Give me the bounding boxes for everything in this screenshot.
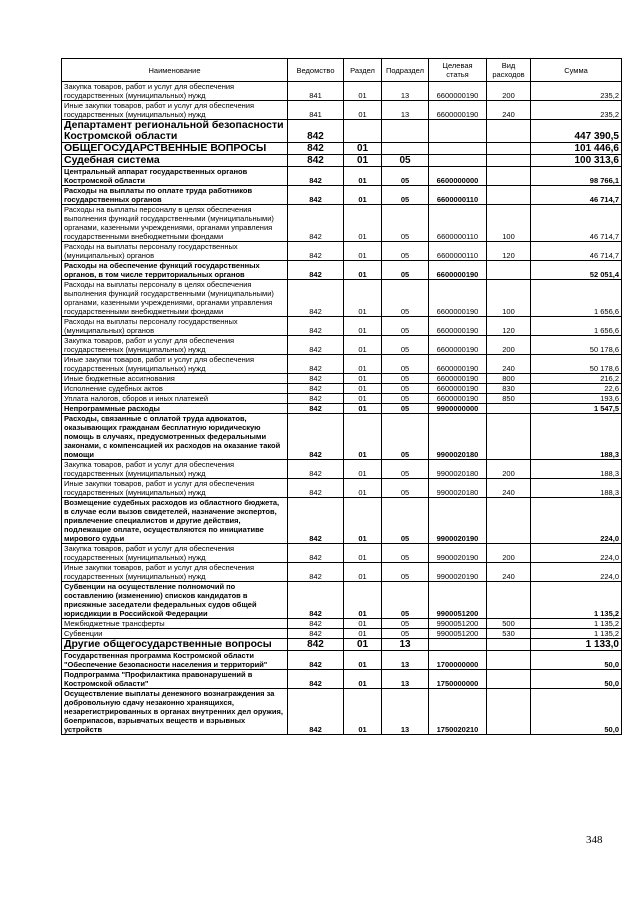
table-row	[62, 651, 622, 670]
row-amount: 46 714,7	[531, 186, 622, 205]
row-department: 842	[288, 384, 344, 394]
row-department: 842	[288, 414, 344, 460]
row-name: Расходы на выплаты персоналу в целях обеспечения выполнения функций государственными (муниципальными) органами, казенными учреждениями, органами управления государственными внебюджетными фондами	[62, 205, 288, 242]
row-target-article: 6600000190	[429, 317, 487, 336]
row-name: Иные закупки товаров, работ и услуг для обеспечения государственных (муниципальных) нужд	[62, 355, 288, 374]
row-expense-type: 530	[487, 629, 531, 639]
row-amount: 50,0	[531, 670, 622, 689]
table-row	[62, 280, 622, 317]
row-target-article	[429, 143, 487, 155]
row-expense-type	[487, 414, 531, 460]
row-section: 01	[344, 544, 382, 563]
row-target-article: 6600000190	[429, 355, 487, 374]
table-row	[62, 374, 622, 384]
row-amount: 235,2	[531, 82, 622, 101]
row-target-article: 9900020180	[429, 460, 487, 479]
row-expense-type: 200	[487, 460, 531, 479]
row-department: 842	[288, 242, 344, 261]
row-department: 842	[288, 460, 344, 479]
row-subsection: 05	[382, 414, 429, 460]
row-expense-type: 800	[487, 374, 531, 384]
row-expense-type	[487, 582, 531, 619]
row-subsection: 05	[382, 205, 429, 242]
row-subsection: 05	[382, 167, 429, 186]
row-target-article: 1750000000	[429, 670, 487, 689]
row-target-article: 6600000190	[429, 101, 487, 120]
row-subsection: 13	[382, 651, 429, 670]
row-name: Закупка товаров, работ и услуг для обеспечения государственных (муниципальных) нужд	[62, 544, 288, 563]
row-section: 01	[344, 167, 382, 186]
row-subsection: 05	[382, 404, 429, 414]
row-subsection: 13	[382, 82, 429, 101]
row-expense-type	[487, 651, 531, 670]
row-name: Расходы на выплаты персоналу в целях обеспечения выполнения функций государственными (муниципальными) органами, казенными учреждениями, органами управления государственными внебюджетными фондами	[62, 280, 288, 317]
row-section: 01	[344, 394, 382, 404]
row-section: 01	[344, 82, 382, 101]
row-name: Иные бюджетные ассигнования	[62, 374, 288, 384]
row-amount: 50,0	[531, 689, 622, 735]
table-row	[62, 101, 622, 120]
row-name: Субвенции на осуществление полномочий по составлению (изменению) списков кандидатов в присяжные заседатели федеральных судов общей юрисдикции в Российской Федерации	[62, 582, 288, 619]
row-expense-type	[487, 498, 531, 544]
row-amount: 1 135,2	[531, 619, 622, 629]
row-name: Другие общегосударственные вопросы	[62, 639, 288, 651]
row-name: Закупка товаров, работ и услуг для обеспечения государственных (муниципальных) нужд	[62, 460, 288, 479]
row-amount: 101 446,6	[531, 143, 622, 155]
row-department: 842	[288, 479, 344, 498]
row-department: 841	[288, 82, 344, 101]
table-row	[62, 582, 622, 619]
row-name: Расходы на выплаты персоналу государственных (муниципальных) органов	[62, 317, 288, 336]
row-section: 01	[344, 317, 382, 336]
table-row	[62, 619, 622, 629]
row-department: 842	[288, 336, 344, 355]
header-department: Ведомство	[288, 59, 344, 82]
row-subsection: 13	[382, 689, 429, 735]
row-section: 01	[344, 629, 382, 639]
row-section: 01	[344, 479, 382, 498]
row-expense-type: 240	[487, 101, 531, 120]
row-department: 842	[288, 670, 344, 689]
row-amount: 50,0	[531, 651, 622, 670]
table-row	[62, 317, 622, 336]
row-department: 842	[288, 563, 344, 582]
row-department: 841	[288, 101, 344, 120]
row-subsection: 05	[382, 498, 429, 544]
row-section: 01	[344, 355, 382, 374]
table-row	[62, 460, 622, 479]
row-subsection: 05	[382, 186, 429, 205]
header-amount: Сумма	[531, 59, 622, 82]
row-subsection: 13	[382, 639, 429, 651]
row-department: 842	[288, 167, 344, 186]
table-row	[62, 120, 622, 143]
row-department: 842	[288, 280, 344, 317]
row-department: 842	[288, 374, 344, 384]
row-section: 01	[344, 619, 382, 629]
row-amount: 1 135,2	[531, 629, 622, 639]
row-expense-type: 120	[487, 242, 531, 261]
row-name: Непрограммные расходы	[62, 404, 288, 414]
row-name: Расходы на обеспечение функций государственных органов, в том числе территориальных органов	[62, 261, 288, 280]
row-target-article: 6600000190	[429, 280, 487, 317]
row-target-article: 9900000000	[429, 404, 487, 414]
table-row	[62, 639, 622, 651]
row-section: 01	[344, 374, 382, 384]
row-subsection: 05	[382, 460, 429, 479]
row-target-article: 6600000110	[429, 186, 487, 205]
table-row	[62, 355, 622, 374]
row-expense-type: 850	[487, 394, 531, 404]
row-section: 01	[344, 186, 382, 205]
row-amount: 1 656,6	[531, 317, 622, 336]
row-target-article: 9900051200	[429, 619, 487, 629]
table-row	[62, 544, 622, 563]
row-subsection: 05	[382, 479, 429, 498]
row-subsection: 05	[382, 563, 429, 582]
row-target-article: 9900020190	[429, 563, 487, 582]
row-expense-type	[487, 120, 531, 143]
row-name: Исполнение судебных актов	[62, 384, 288, 394]
row-name: Иные закупки товаров, работ и услуг для обеспечения государственных (муниципальных) нужд	[62, 479, 288, 498]
row-amount: 193,6	[531, 394, 622, 404]
table-row	[62, 629, 622, 639]
row-amount: 1 133,0	[531, 639, 622, 651]
row-target-article: 9900020190	[429, 498, 487, 544]
row-target-article: 6600000110	[429, 242, 487, 261]
row-department: 842	[288, 619, 344, 629]
row-amount: 224,0	[531, 498, 622, 544]
row-target-article	[429, 639, 487, 651]
row-expense-type: 100	[487, 280, 531, 317]
row-expense-type: 200	[487, 82, 531, 101]
row-target-article: 6600000190	[429, 394, 487, 404]
row-amount: 216,2	[531, 374, 622, 384]
row-name: Закупка товаров, работ и услуг для обеспечения государственных (муниципальных) нужд	[62, 82, 288, 101]
row-target-article: 9900020180	[429, 414, 487, 460]
table-row	[62, 384, 622, 394]
row-amount: 188,3	[531, 479, 622, 498]
row-expense-type	[487, 261, 531, 280]
row-subsection	[382, 120, 429, 143]
row-subsection: 05	[382, 317, 429, 336]
row-amount: 188,3	[531, 414, 622, 460]
table-row	[62, 414, 622, 460]
row-target-article	[429, 120, 487, 143]
row-department: 842	[288, 261, 344, 280]
row-section: 01	[344, 336, 382, 355]
table-row	[62, 155, 622, 167]
row-subsection: 05	[382, 355, 429, 374]
row-section	[344, 120, 382, 143]
row-section: 01	[344, 384, 382, 394]
row-subsection	[382, 143, 429, 155]
row-expense-type: 830	[487, 384, 531, 394]
table-row	[62, 563, 622, 582]
row-subsection: 05	[382, 384, 429, 394]
row-name: Расходы, связанные с оплатой труда адвокатов, оказывающих гражданам бесплатную юридическую помощь в случаях, предусмотренных федеральными законами, с компенсацией их расходов на оказание такой помощи	[62, 414, 288, 460]
row-subsection: 05	[382, 261, 429, 280]
row-subsection: 13	[382, 101, 429, 120]
row-subsection: 05	[382, 280, 429, 317]
row-expense-type	[487, 186, 531, 205]
row-department: 842	[288, 143, 344, 155]
row-target-article: 1750020210	[429, 689, 487, 735]
page-number: 348	[586, 834, 603, 846]
table-row	[62, 261, 622, 280]
row-department: 842	[288, 205, 344, 242]
row-expense-type	[487, 639, 531, 651]
row-amount: 1 547,5	[531, 404, 622, 414]
row-amount: 46 714,7	[531, 205, 622, 242]
table-row	[62, 498, 622, 544]
budget-table	[61, 58, 622, 735]
header-section: Раздел	[344, 59, 382, 82]
row-amount: 188,3	[531, 460, 622, 479]
row-target-article: 9900020180	[429, 479, 487, 498]
row-expense-type: 240	[487, 563, 531, 582]
row-target-article	[429, 155, 487, 167]
row-name: Департамент региональной безопасности Костромской области	[62, 120, 288, 143]
row-name: Подпрограмма "Профилактика правонарушений в Костромской области"	[62, 670, 288, 689]
row-target-article: 6600000190	[429, 82, 487, 101]
row-amount: 100 313,6	[531, 155, 622, 167]
row-section: 01	[344, 689, 382, 735]
row-expense-type	[487, 404, 531, 414]
row-name: Государственная программа Костромской области "Обеспечение безопасности населения и территорий"	[62, 651, 288, 670]
row-amount: 52 051,4	[531, 261, 622, 280]
row-subsection: 05	[382, 619, 429, 629]
row-amount: 224,0	[531, 563, 622, 582]
row-section: 01	[344, 582, 382, 619]
row-section: 01	[344, 242, 382, 261]
row-target-article: 6600000110	[429, 205, 487, 242]
row-expense-type: 500	[487, 619, 531, 629]
row-subsection: 05	[382, 544, 429, 563]
row-expense-type: 200	[487, 544, 531, 563]
row-amount: 1 656,6	[531, 280, 622, 317]
row-name: Иные закупки товаров, работ и услуг для обеспечения государственных (муниципальных) нужд	[62, 563, 288, 582]
row-expense-type	[487, 167, 531, 186]
row-name: Иные закупки товаров, работ и услуг для обеспечения государственных (муниципальных) нужд	[62, 101, 288, 120]
row-department: 842	[288, 186, 344, 205]
table-row	[62, 242, 622, 261]
table-row	[62, 394, 622, 404]
table-row	[62, 670, 622, 689]
row-expense-type: 120	[487, 317, 531, 336]
row-expense-type: 200	[487, 336, 531, 355]
row-target-article: 1700000000	[429, 651, 487, 670]
row-name: Центральный аппарат государственных органов Костромской области	[62, 167, 288, 186]
row-subsection: 05	[382, 582, 429, 619]
table-row	[62, 167, 622, 186]
row-department: 842	[288, 544, 344, 563]
row-target-article: 6600000190	[429, 261, 487, 280]
row-name: ОБЩЕГОСУДАРСТВЕННЫЕ ВОПРОСЫ	[62, 143, 288, 155]
header-expense-type: Вид расходов	[487, 59, 531, 82]
row-target-article: 6600000190	[429, 336, 487, 355]
row-amount: 22,6	[531, 384, 622, 394]
row-target-article: 6600000190	[429, 384, 487, 394]
row-department: 842	[288, 582, 344, 619]
row-department: 842	[288, 120, 344, 143]
row-department: 842	[288, 155, 344, 167]
row-name: Закупка товаров, работ и услуг для обеспечения государственных (муниципальных) нужд	[62, 336, 288, 355]
row-target-article: 6600000000	[429, 167, 487, 186]
row-name: Уплата налогов, сборов и иных платежей	[62, 394, 288, 404]
table-row	[62, 479, 622, 498]
row-section: 01	[344, 460, 382, 479]
row-name: Осуществление выплаты денежного вознаграждения за добровольную сдачу незаконно хранящихся, незарегистрированных в органах внутренних дел оружия, боеприпасов, взрывчатых веществ и взрывных устройств	[62, 689, 288, 735]
row-amount: 46 714,7	[531, 242, 622, 261]
row-amount: 50 178,6	[531, 355, 622, 374]
row-amount: 1 135,2	[531, 582, 622, 619]
row-target-article: 9900051200	[429, 629, 487, 639]
table-row	[62, 689, 622, 735]
row-section: 01	[344, 414, 382, 460]
row-section: 01	[344, 639, 382, 651]
row-subsection: 13	[382, 670, 429, 689]
header-subsection: Подраздел	[382, 59, 429, 82]
row-subsection: 05	[382, 155, 429, 167]
row-subsection: 05	[382, 336, 429, 355]
row-target-article: 9900020190	[429, 544, 487, 563]
row-section: 01	[344, 670, 382, 689]
row-expense-type: 100	[487, 205, 531, 242]
table-row	[62, 82, 622, 101]
row-section: 01	[344, 143, 382, 155]
row-expense-type: 240	[487, 355, 531, 374]
row-section: 01	[344, 155, 382, 167]
row-expense-type	[487, 670, 531, 689]
row-subsection: 05	[382, 394, 429, 404]
row-subsection: 05	[382, 629, 429, 639]
row-name: Возмещение судебных расходов из областного бюджета, в случае если вызов свидетелей, назначение экспертов, привлечение специалистов и другие действия, подлежащие оплате, осуществляются по инициативе мирового судьи	[62, 498, 288, 544]
row-department: 842	[288, 651, 344, 670]
row-target-article: 6600000190	[429, 374, 487, 384]
row-subsection: 05	[382, 242, 429, 261]
row-department: 842	[288, 689, 344, 735]
table-row	[62, 143, 622, 155]
row-section: 01	[344, 205, 382, 242]
row-amount: 447 390,5	[531, 120, 622, 143]
row-department: 842	[288, 639, 344, 651]
row-amount: 50 178,6	[531, 336, 622, 355]
table-row	[62, 404, 622, 414]
row-subsection: 05	[382, 374, 429, 384]
row-section: 01	[344, 261, 382, 280]
row-expense-type	[487, 155, 531, 167]
row-name: Межбюджетные трансферты	[62, 619, 288, 629]
row-target-article: 9900051200	[429, 582, 487, 619]
row-section: 01	[344, 563, 382, 582]
row-department: 842	[288, 317, 344, 336]
row-section: 01	[344, 498, 382, 544]
table-row	[62, 186, 622, 205]
row-section: 01	[344, 280, 382, 317]
row-name: Субвенции	[62, 629, 288, 639]
row-expense-type	[487, 143, 531, 155]
row-name: Судебная система	[62, 155, 288, 167]
table-header-row	[62, 59, 622, 82]
row-amount: 98 766,1	[531, 167, 622, 186]
row-department: 842	[288, 498, 344, 544]
row-name: Расходы на выплаты по оплате труда работников государственных органов	[62, 186, 288, 205]
row-department: 842	[288, 355, 344, 374]
row-department: 842	[288, 629, 344, 639]
table-row	[62, 205, 622, 242]
row-department: 842	[288, 404, 344, 414]
row-section: 01	[344, 404, 382, 414]
row-department: 842	[288, 394, 344, 404]
row-section: 01	[344, 651, 382, 670]
row-amount: 224,0	[531, 544, 622, 563]
row-section: 01	[344, 101, 382, 120]
row-expense-type	[487, 689, 531, 735]
header-name: Наименование	[62, 59, 288, 82]
row-amount: 235,2	[531, 101, 622, 120]
header-target-article: Целевая статья	[429, 59, 487, 82]
row-expense-type: 240	[487, 479, 531, 498]
row-name: Расходы на выплаты персоналу государственных (муниципальных) органов	[62, 242, 288, 261]
table-row	[62, 336, 622, 355]
